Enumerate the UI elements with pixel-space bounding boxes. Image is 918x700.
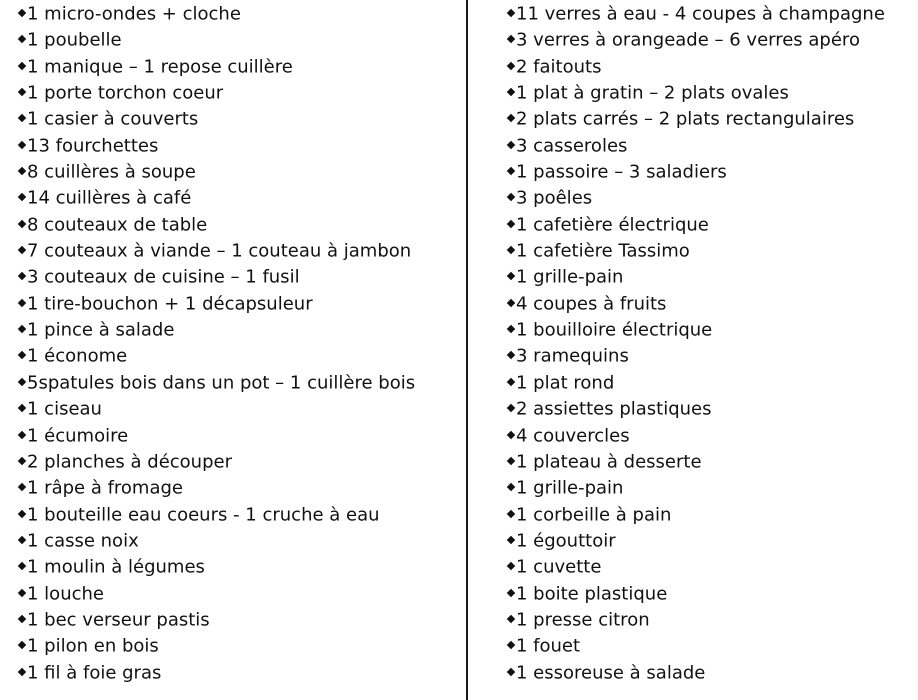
diamond-bullet-icon	[18, 588, 26, 596]
list-item-label: 1 presse citron	[516, 609, 650, 631]
list-item-label: 2 planches à découper	[27, 451, 232, 473]
list-item	[18, 395, 458, 422]
diamond-bullet-icon	[507, 588, 515, 596]
diamond-bullet-icon	[507, 509, 515, 517]
list-item-label: 1 égouttoir	[516, 530, 616, 552]
diamond-bullet-icon	[507, 299, 515, 307]
diamond-bullet-icon	[507, 378, 515, 386]
list-item	[507, 290, 912, 317]
list-item	[507, 580, 912, 607]
list-item	[507, 659, 912, 686]
diamond-bullet-icon	[18, 641, 26, 649]
list-item-label: 1 écumoire	[27, 424, 129, 446]
diamond-bullet-icon	[18, 430, 26, 438]
diamond-bullet-icon	[507, 457, 515, 465]
list-item	[18, 0, 458, 27]
list-item-label: 1 bec verseur pastis	[27, 609, 210, 631]
list-item	[507, 553, 912, 580]
diamond-bullet-icon	[18, 351, 26, 359]
list-item	[18, 184, 458, 211]
list-item	[18, 237, 458, 264]
list-item	[507, 184, 912, 211]
diamond-bullet-icon	[507, 114, 515, 122]
diamond-bullet-icon	[507, 536, 515, 544]
list-item-label: 3 ramequins	[516, 345, 629, 367]
list-item-label: 1 cuvette	[516, 556, 602, 578]
list-item	[18, 474, 458, 501]
diamond-bullet-icon	[507, 9, 515, 17]
list-item	[507, 53, 912, 80]
list-item	[507, 26, 912, 53]
list-item	[18, 132, 458, 159]
list-item	[18, 369, 458, 396]
diamond-bullet-icon	[18, 299, 26, 307]
list-item-label: 1 fouet	[516, 635, 581, 657]
diamond-bullet-icon	[18, 483, 26, 491]
list-item-label: 1 bouilloire électrique	[516, 319, 713, 341]
diamond-bullet-icon	[507, 351, 515, 359]
list-item	[18, 632, 458, 659]
diamond-bullet-icon	[18, 61, 26, 69]
list-item	[18, 422, 458, 449]
list-item-label: 1 passoire – 3 saladiers	[516, 161, 727, 183]
diamond-bullet-icon	[18, 509, 26, 517]
list-item	[507, 448, 912, 475]
list-item-label: 3 couteaux de cuisine – 1 fusil	[27, 266, 300, 288]
list-item-label: 1 cafetière Tassimo	[516, 240, 690, 262]
left-inventory-list	[18, 0, 458, 686]
list-item	[507, 132, 912, 159]
list-item	[18, 105, 458, 132]
diamond-bullet-icon	[507, 140, 515, 148]
list-item-label: 1 grille-pain	[516, 266, 624, 288]
list-item-label: 2 plats carrés – 2 plats rectangulaires	[516, 108, 855, 130]
list-item	[507, 501, 912, 528]
list-item	[507, 395, 912, 422]
list-item	[507, 79, 912, 106]
list-item	[507, 474, 912, 501]
list-item-label: 1 bouteille eau coeurs - 1 cruche à eau	[27, 503, 380, 525]
list-item-label: 1 pilon en bois	[27, 635, 159, 657]
diamond-bullet-icon	[507, 220, 515, 228]
list-item	[18, 263, 458, 290]
list-item	[18, 158, 458, 185]
list-item-label: 1 pince à salade	[27, 319, 175, 341]
list-item-label: 13 fourchettes	[27, 135, 159, 157]
list-item	[507, 342, 912, 369]
list-item-label: 1 porte torchon coeur	[27, 82, 224, 104]
list-item	[18, 290, 458, 317]
list-item-label: 3 verres à orangeade – 6 verres apéro	[516, 29, 860, 51]
diamond-bullet-icon	[507, 404, 515, 412]
list-item-label: 8 cuillères à soupe	[27, 161, 196, 183]
diamond-bullet-icon	[18, 272, 26, 280]
list-item-label: 2 faitouts	[516, 56, 602, 78]
list-item	[507, 527, 912, 554]
list-item	[18, 448, 458, 475]
diamond-bullet-icon	[18, 9, 26, 17]
diamond-bullet-icon	[507, 615, 515, 623]
list-item-label: 3 poêles	[516, 187, 593, 209]
diamond-bullet-icon	[18, 114, 26, 122]
diamond-bullet-icon	[18, 667, 26, 675]
list-item	[18, 211, 458, 238]
diamond-bullet-icon	[18, 404, 26, 412]
diamond-bullet-icon	[18, 220, 26, 228]
diamond-bullet-icon	[507, 325, 515, 333]
list-item-label: 5spatules bois dans un pot – 1 cuillère bois	[27, 372, 416, 394]
diamond-bullet-icon	[507, 430, 515, 438]
diamond-bullet-icon	[18, 88, 26, 96]
list-item-label: 1 essoreuse à salade	[516, 661, 706, 683]
list-item	[507, 105, 912, 132]
list-item-label: 1 manique – 1 repose cuillère	[27, 56, 293, 78]
diamond-bullet-icon	[18, 246, 26, 254]
list-item-label: 11 verres à eau - 4 coupes à champagne	[516, 3, 885, 25]
list-item	[507, 369, 912, 396]
list-item	[18, 26, 458, 53]
list-item	[18, 53, 458, 80]
diamond-bullet-icon	[18, 193, 26, 201]
list-item	[18, 79, 458, 106]
list-item	[507, 0, 912, 27]
diamond-bullet-icon	[507, 246, 515, 254]
list-item-label: 1 économe	[27, 345, 128, 367]
list-item-label: 1 plateau à desserte	[516, 451, 702, 473]
list-item-label: 1 poubelle	[27, 29, 122, 51]
list-item	[18, 316, 458, 343]
list-item-label: 1 casier à couverts	[27, 108, 199, 130]
diamond-bullet-icon	[18, 35, 26, 43]
list-item-label: 1 casse noix	[27, 530, 139, 552]
diamond-bullet-icon	[507, 667, 515, 675]
list-item-label: 14 cuillères à café	[27, 187, 192, 209]
list-item-label: 1 tire-bouchon + 1 décapsuleur	[27, 293, 313, 315]
list-item-label: 8 couteaux de table	[27, 214, 208, 236]
list-item-label: 3 casseroles	[516, 135, 628, 157]
list-item-label: 4 coupes à fruits	[516, 293, 667, 315]
list-item	[507, 632, 912, 659]
list-item	[507, 606, 912, 633]
list-item	[18, 342, 458, 369]
list-item	[18, 527, 458, 554]
diamond-bullet-icon	[18, 562, 26, 570]
list-item	[507, 316, 912, 343]
diamond-bullet-icon	[18, 325, 26, 333]
diamond-bullet-icon	[507, 641, 515, 649]
list-item-label: 1 grille-pain	[516, 477, 624, 499]
list-item	[507, 211, 912, 238]
list-item	[507, 237, 912, 264]
list-item-label: 1 cafetière électrique	[516, 214, 709, 236]
list-item-label: 2 assiettes plastiques	[516, 398, 712, 420]
list-item-label: 1 râpe à fromage	[27, 477, 183, 499]
diamond-bullet-icon	[18, 167, 26, 175]
list-item-label: 1 louche	[27, 582, 104, 604]
diamond-bullet-icon	[507, 61, 515, 69]
list-item	[507, 422, 912, 449]
list-item-label: 1 corbeille à pain	[516, 503, 672, 525]
diamond-bullet-icon	[18, 140, 26, 148]
diamond-bullet-icon	[18, 536, 26, 544]
list-item	[18, 659, 458, 686]
diamond-bullet-icon	[507, 562, 515, 570]
list-item-label: 7 couteaux à viande – 1 couteau à jambon	[27, 240, 412, 262]
diamond-bullet-icon	[18, 615, 26, 623]
list-item-label: 1 plat rond	[516, 372, 615, 394]
list-item-label: 1 moulin à légumes	[27, 556, 205, 578]
diamond-bullet-icon	[18, 457, 26, 465]
diamond-bullet-icon	[507, 88, 515, 96]
list-item	[18, 553, 458, 580]
diamond-bullet-icon	[507, 272, 515, 280]
diamond-bullet-icon	[507, 193, 515, 201]
diamond-bullet-icon	[18, 378, 26, 386]
diamond-bullet-icon	[507, 167, 515, 175]
list-item-label: 1 fil à foie gras	[27, 661, 162, 683]
list-item-label: 1 micro-ondes + cloche	[27, 3, 241, 25]
list-item	[18, 501, 458, 528]
right-inventory-list	[507, 0, 912, 686]
list-item-label: 1 plat à gratin – 2 plats ovales	[516, 82, 789, 104]
list-item	[507, 263, 912, 290]
list-item	[18, 606, 458, 633]
list-item-label: 4 couvercles	[516, 424, 630, 446]
list-item-label: 1 ciseau	[27, 398, 102, 420]
diamond-bullet-icon	[507, 35, 515, 43]
list-item-label: 1 boite plastique	[516, 582, 668, 604]
diamond-bullet-icon	[507, 483, 515, 491]
list-item	[507, 158, 912, 185]
column-divider	[466, 0, 468, 700]
list-item	[18, 580, 458, 607]
